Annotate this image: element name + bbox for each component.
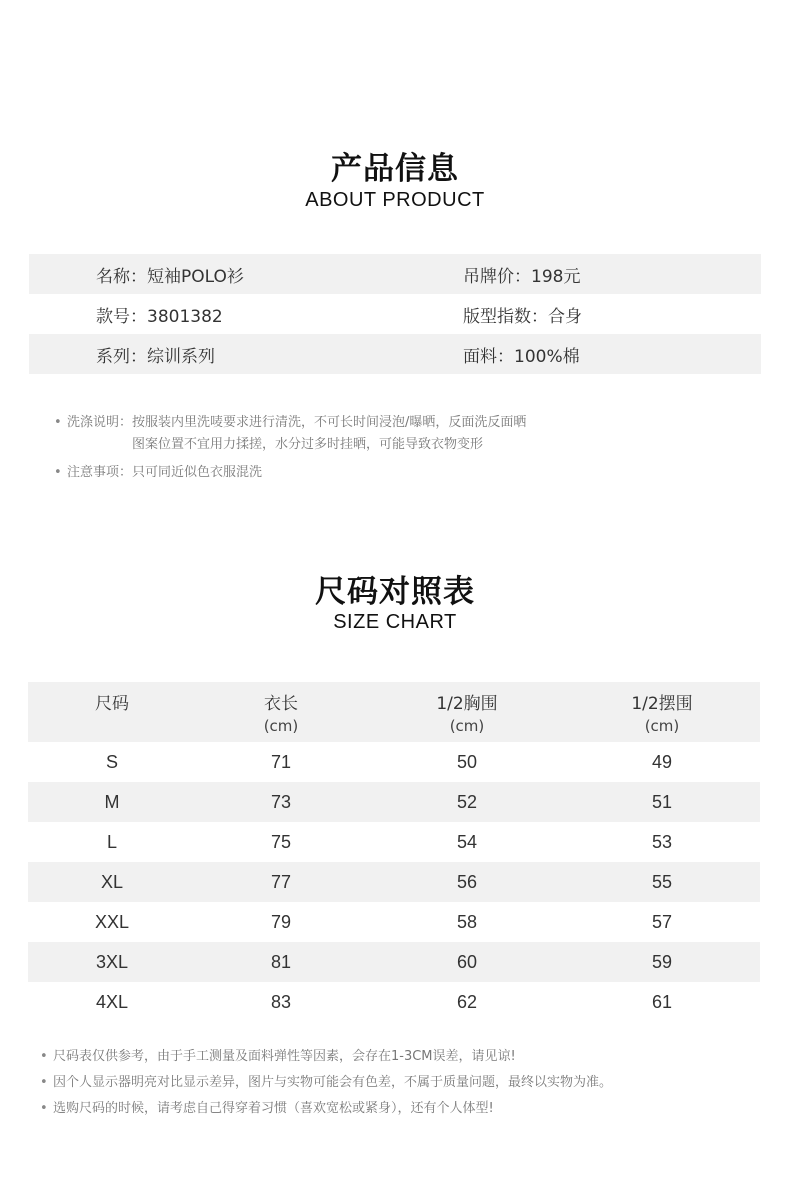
cell-length: 83 <box>270 991 292 1012</box>
cell-chest: 60 <box>456 951 478 972</box>
cell-chest: 58 <box>456 911 478 932</box>
header-length-unit: (cm) <box>263 717 299 735</box>
cell-hem: 53 <box>651 831 673 852</box>
disclaimers <box>40 1045 760 1123</box>
table-row <box>28 742 760 782</box>
care-note-washing <box>54 412 754 456</box>
note-line: 按服装内里洗唛要求进行清洗，不可长时间浸泡/曝晒，反面洗反面晒 <box>132 415 527 430</box>
cell-size: XL <box>100 871 124 892</box>
cell-hem: 51 <box>651 791 673 812</box>
info-tag-price: 吊牌价：198元 <box>463 266 581 287</box>
table-row <box>28 982 760 1022</box>
list-item <box>40 1097 760 1121</box>
cell-length: 77 <box>270 871 292 892</box>
cell-chest: 56 <box>456 871 478 892</box>
cell-size: XXL <box>94 911 130 932</box>
info-row <box>29 254 761 294</box>
disclaimer-text: 因个人显示器明亮对比显示差异，图片与实物可能会有色差，不属于质量问题，最终以实物为准。 <box>53 1075 613 1090</box>
bullet-icon: • <box>54 415 62 430</box>
table-row <box>28 942 760 982</box>
cell-chest: 50 <box>456 751 478 772</box>
cell-size: 3XL <box>95 951 129 972</box>
cell-hem: 55 <box>651 871 673 892</box>
cell-length: 75 <box>270 831 292 852</box>
cell-length: 81 <box>270 951 292 972</box>
size-chart-title: 尺码对照表 <box>315 574 475 610</box>
product-info-title: 产品信息 <box>331 151 459 187</box>
info-name: 名称：短袖POLO衫 <box>96 266 244 287</box>
cell-length: 79 <box>270 911 292 932</box>
header-hem: 1/2摆围 <box>631 694 693 714</box>
cell-hem: 49 <box>651 751 673 772</box>
table-row <box>28 782 760 822</box>
info-fit-index: 版型指数：合身 <box>463 306 582 327</box>
table-row <box>28 862 760 902</box>
header-chest: 1/2胸围 <box>436 694 498 714</box>
product-info-subtitle: ABOUT PRODUCT <box>305 189 485 211</box>
cell-hem: 61 <box>651 991 673 1012</box>
header-chest-unit: (cm) <box>449 717 485 735</box>
cell-size: L <box>106 831 117 852</box>
bullet-icon: • <box>40 1049 48 1064</box>
disclaimer-text: 尺码表仅供参考，由于手工测量及面料弹性等因素，会存在1-3CM误差，请见谅! <box>53 1049 516 1064</box>
note-label: 注意事项： <box>67 465 133 480</box>
size-chart-subtitle: SIZE CHART <box>333 611 457 633</box>
list-item <box>40 1045 760 1069</box>
info-style-number: 款号：3801382 <box>96 306 223 327</box>
bullet-icon: • <box>54 465 62 480</box>
table-row <box>28 902 760 942</box>
care-notes <box>54 412 754 484</box>
header-length: 衣长 <box>264 694 298 714</box>
cell-hem: 59 <box>651 951 673 972</box>
info-fabric: 面料：100%棉 <box>463 346 580 367</box>
header-size: 尺码 <box>95 694 129 714</box>
note-line: 只可同近似色衣服混洗 <box>132 465 263 480</box>
note-label: 洗涤说明： <box>67 415 133 430</box>
size-chart-header <box>28 682 760 742</box>
cell-size: M <box>104 791 120 812</box>
bullet-icon: • <box>40 1101 48 1116</box>
size-chart-table <box>28 682 760 1022</box>
info-series: 系列：综训系列 <box>96 346 215 367</box>
header-hem-unit: (cm) <box>644 717 680 735</box>
cell-chest: 54 <box>456 831 478 852</box>
disclaimer-text: 选购尺码的时候，请考虑自己得穿着习惯（喜欢宽松或紧身），还有个人体型! <box>53 1101 494 1116</box>
list-item <box>40 1071 760 1095</box>
cell-chest: 52 <box>456 791 478 812</box>
cell-chest: 62 <box>456 991 478 1012</box>
cell-hem: 57 <box>651 911 673 932</box>
cell-size: 4XL <box>95 991 129 1012</box>
info-row <box>29 294 761 334</box>
note-line: 图案位置不宜用力揉搓，水分过多时挂晒，可能导致衣物变形 <box>132 437 484 452</box>
table-row <box>28 822 760 862</box>
bullet-icon: • <box>40 1075 48 1090</box>
info-row <box>29 334 761 374</box>
cell-length: 71 <box>270 751 292 772</box>
cell-length: 73 <box>270 791 292 812</box>
care-note-attention <box>54 462 754 484</box>
cell-size: S <box>105 751 118 772</box>
product-info-table <box>29 254 761 374</box>
